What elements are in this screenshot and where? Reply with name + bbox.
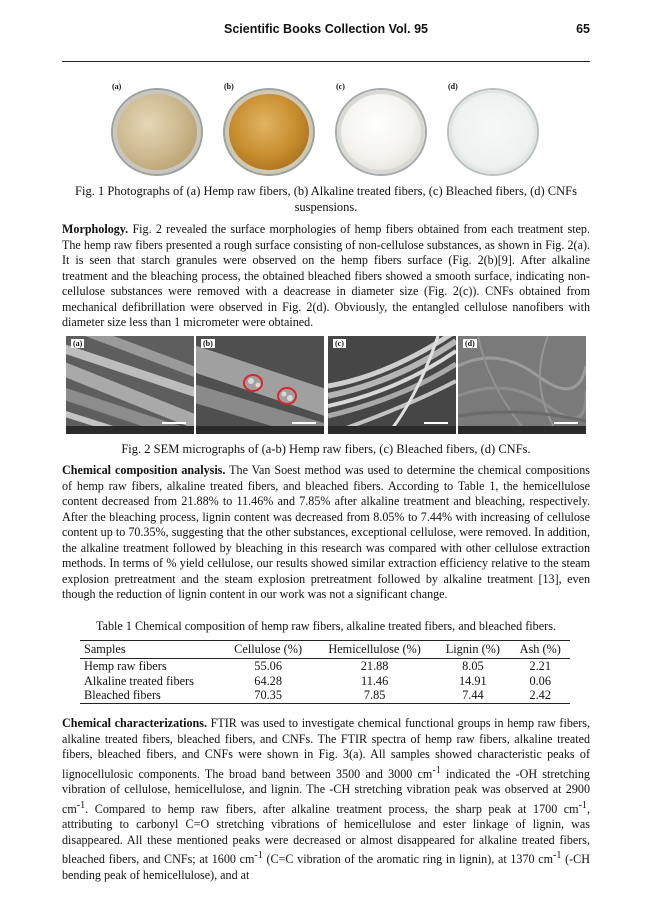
- morphology-text: Fig. 2 revealed the surface morphologies of hemp fibers obtained from each treatment step. The hemp raw fibers presented a rough surface consisting of non-cellulose substances, as shown in Fig. 2(a). It is seen that starch granules were observed on the hemp fibers surface (Fig. 2(b)[9]. After alkaline treatment and the bleaching process, the obtained bleached fibers showed a smooth surface, indicating non-cellulose substances were removed with a deacrease in diameter size (Fig. 2(c)). CNFs obtained from mechanical defibrillation were observed in Fig. 2(d). Obviously, the entangled cellulose nanofibers with diameter size less than 1 micrometer were obtained.: [62, 222, 590, 329]
- superscript: -1: [432, 764, 441, 776]
- figure-1-panel-c: [332, 80, 430, 176]
- figure-2-caption: Fig. 2 SEM micrographs of (a-b) Hemp raw fibers, (c) Bleached fibers, (d) CNFs.: [121, 442, 531, 456]
- morphology-paragraph: [62, 222, 590, 331]
- panel-label: (b): [203, 339, 213, 348]
- column-header: Ash (%): [510, 641, 570, 659]
- panel-label: (d): [465, 339, 475, 348]
- table-cell: Bleached fibers: [80, 688, 222, 703]
- cnf-suspension-photo: [449, 90, 537, 174]
- panel-label: (c): [335, 339, 344, 348]
- table-row: [80, 688, 570, 703]
- table-cell: 70.35: [222, 688, 314, 703]
- column-header: Samples: [80, 641, 222, 659]
- table-1-caption: Table 1 Chemical composition of hemp raw fibers, alkaline treated fibers, and bleached fibers.: [95, 619, 557, 633]
- chemical-composition-text: The Van Soest method was used to determine the chemical compositions of hemp raw fibers, alkaline treated fibers, and bleached fibers. According to Table 1, the hemicellulose content decreased from 21.88% to 11.46% and 7.85% after alkaline treatment and bleaching, respectively. After the bleaching process, lignin content was decreased from 8.05% to 7.44% with increasing of cellulose content up to 70.35%, suggesting that the other substances, exceptional cellulose, were removed. In addition, the alkaline treatment followed by bleaching in this research was compared with other cellulose extraction methods. In terms of % yield cellulose, our results showed similar extraction efficiency relative to the steam explosion pretreatment and the steam explosion pretreatment followed by alkaline treatment [13], even though the reduction of lignin content in our work was not a significant change.: [62, 463, 590, 601]
- figure-2-panel-d: [458, 336, 586, 434]
- table-cell: 7.44: [435, 688, 510, 703]
- superscript: -1: [553, 850, 562, 862]
- table-cell: 8.05: [462, 659, 484, 673]
- table-cell: 64.28: [254, 673, 282, 688]
- header-rule: [62, 61, 590, 62]
- figure-1-panel-b: [220, 80, 318, 176]
- sem-hemp-raw-fibers: [66, 336, 194, 434]
- chemical-characterizations-heading: Chemical characterizations.: [62, 716, 208, 730]
- table-cell: 2.21: [529, 659, 551, 673]
- table-header-row: [80, 641, 570, 659]
- figure-2-panel-a: [66, 336, 194, 434]
- table-cell: 2.42: [510, 688, 570, 703]
- running-title: Scientific Books Collection Vol. 95: [224, 22, 428, 36]
- table-cell: 11.46: [361, 673, 389, 688]
- hemp-raw-fibers-photo: [113, 90, 201, 174]
- figure-1-caption: Fig. 1 Photographs of (a) Hemp raw fibers, (b) Alkaline treated fibers, (c) Bleached fibers, (d) CNFs suspensions.: [75, 184, 577, 214]
- superscript: -1: [578, 799, 587, 811]
- panel-label: (a): [112, 82, 122, 91]
- superscript: -1: [254, 850, 263, 862]
- figure-2-panel-b: [196, 336, 324, 434]
- chemical-composition-paragraph: [62, 463, 590, 603]
- figure-1: [108, 80, 548, 176]
- table-1: [80, 640, 570, 704]
- table-cell: Hemp raw fibers: [84, 659, 167, 673]
- bleached-fibers-photo: [337, 90, 425, 174]
- sem-bleached-fibers: [328, 336, 456, 434]
- chemical-composition-heading: Chemical composition analysis.: [62, 463, 226, 477]
- table-cell: 0.06: [529, 673, 551, 688]
- chemical-characterizations-paragraph: [62, 716, 590, 883]
- column-header: Cellulose (%): [222, 641, 314, 659]
- figure-1-panel-d: [444, 80, 542, 176]
- table-cell: Alkaline treated fibers: [84, 673, 194, 688]
- column-header: Hemicellulose (%): [314, 641, 435, 659]
- paragraph-text: (-CH bending peak of hemicellulose), and at: [62, 852, 590, 882]
- sem-cnfs: [458, 336, 586, 434]
- page-header: [62, 22, 590, 40]
- paragraph-text: . Compared to hemp raw fibers, after alkaline treatment process, the sharp peak at 1700 cm: [85, 801, 579, 816]
- table-cell: 21.88: [360, 659, 389, 673]
- alkaline-treated-fibers-photo: [225, 90, 313, 174]
- morphology-heading: Morphology.: [62, 222, 129, 236]
- superscript: -1: [76, 799, 86, 811]
- table-row: [80, 659, 570, 674]
- panel-label: (d): [448, 82, 458, 91]
- paragraph-text: , attributing to carbonyl C=O stretching vibrations of hemicellulose and ester linkage of lignin, was disappeared. All these mentioned peaks were decreased or almost disappeared for alkaline treated fibers, bleached fibers, and CNFs; at 1600 cm: [62, 801, 590, 867]
- panel-label: (b): [224, 82, 234, 91]
- table-row: [80, 674, 570, 689]
- paragraph-text: indicated the -OH stretching vibration of cellulose, hemicellulose, and lignin. The -CH stretching vibration peak was observed at 2900 cm: [62, 766, 590, 816]
- paragraph-text: (C=C vibration of the aromatic ring in lignin), at 1370 cm: [262, 852, 554, 867]
- table-cell: 55.06: [254, 659, 282, 673]
- figure-2-panel-c: [328, 336, 456, 434]
- figure-2: [66, 336, 586, 434]
- table-cell: 7.85: [314, 688, 435, 703]
- paragraph-text: FTIR was used to investigate chemical functional groups in hemp raw fibers, alkaline treated fibers, bleached fibers, and CNFs. The FTIR spectra of hemp raw fibers, alkaline treated fibers, bleached fibers, and CNFs were shown in Fig. 3(a). All samples showed characteristic peaks of lignocellulosic components. The broad band between 3500 and 3000 cm: [62, 716, 590, 781]
- column-header: Lignin (%): [435, 641, 510, 659]
- page-number: 65: [576, 22, 590, 36]
- table-cell: 14.91: [459, 673, 487, 688]
- panel-label: (c): [336, 82, 345, 91]
- panel-label: (a): [73, 339, 83, 348]
- figure-1-panel-a: [108, 80, 206, 176]
- sem-hemp-raw-fibers-starch: [196, 336, 324, 434]
